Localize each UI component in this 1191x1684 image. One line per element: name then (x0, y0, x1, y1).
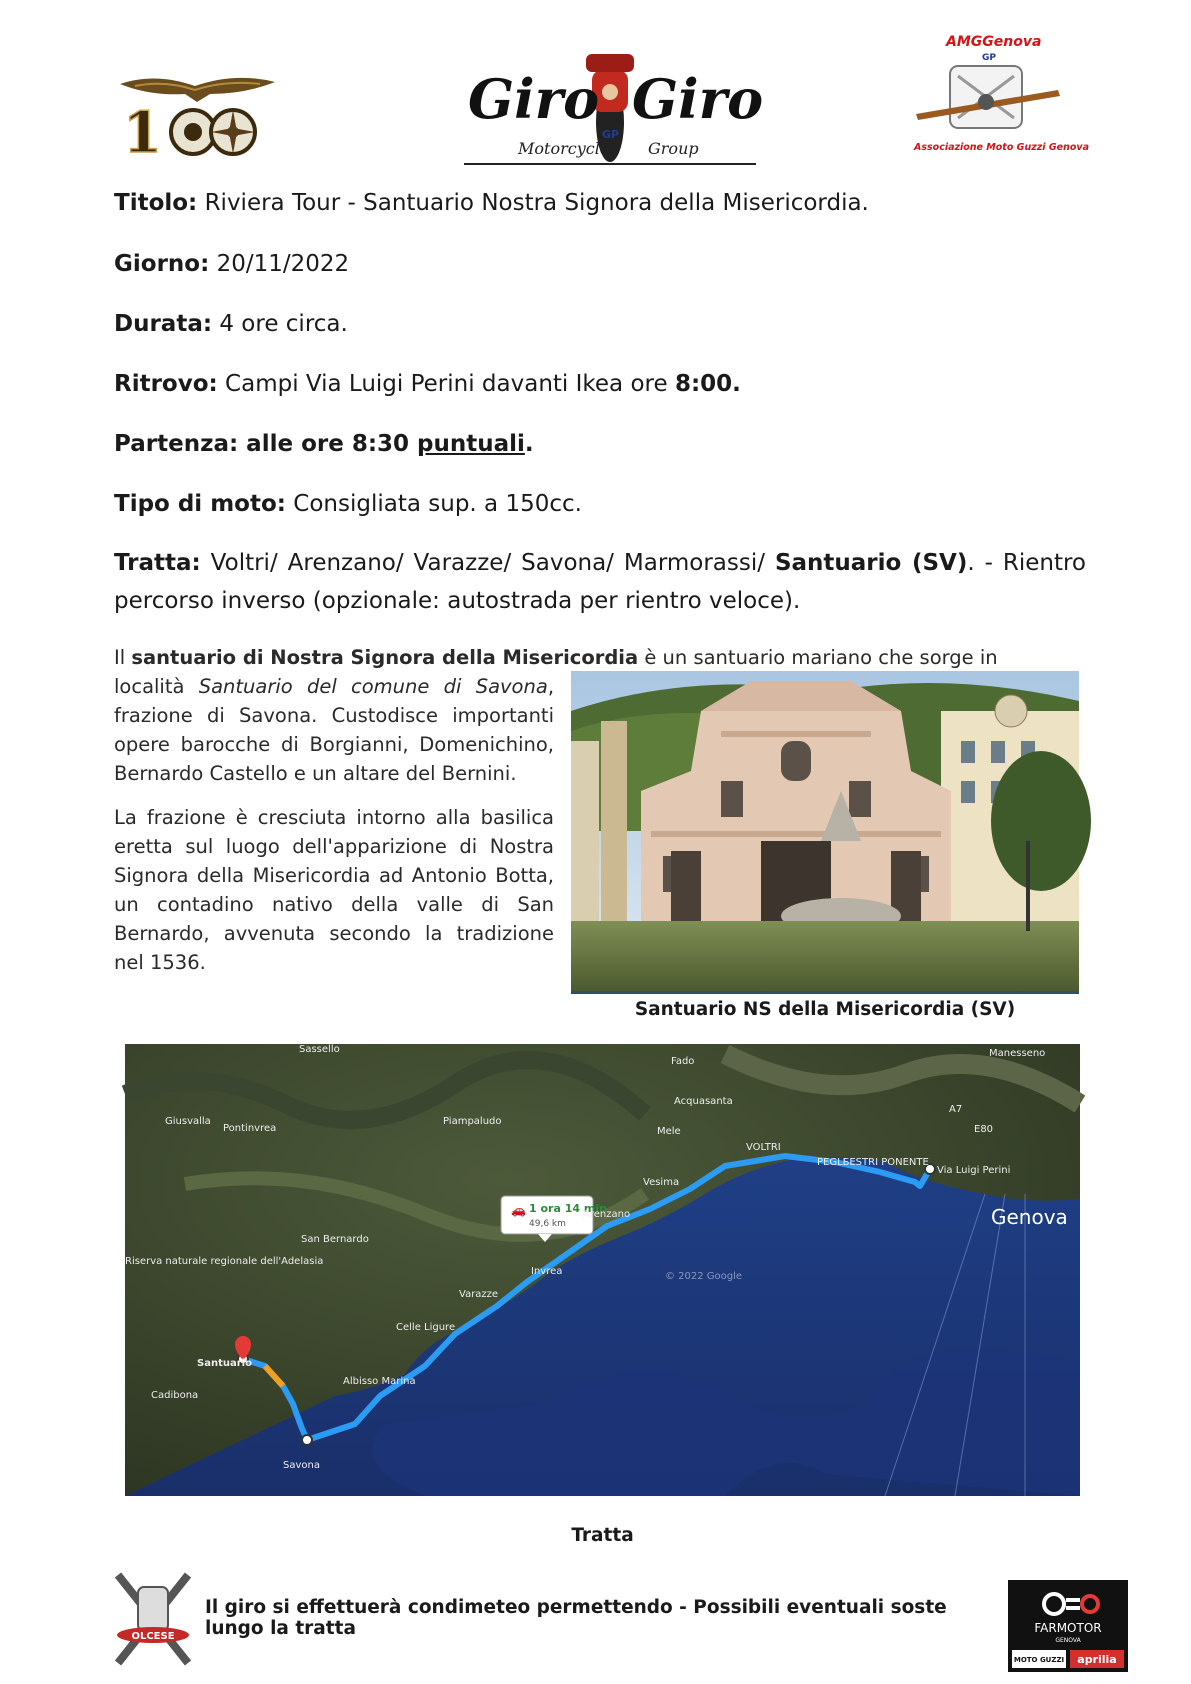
svg-text:Via Luigi Perini: Via Luigi Perini (937, 1165, 1011, 1176)
meeting-label: Ritrovo: (114, 371, 218, 397)
duration-line (114, 309, 1086, 339)
svg-text:1 ora 14 min: 1 ora 14 min (529, 1202, 607, 1215)
date-value: 20/11/2022 (209, 251, 350, 277)
meeting-time: 8:00. (674, 371, 741, 397)
svg-text:GP: GP (602, 128, 620, 141)
svg-text:Giusvalla: Giusvalla (165, 1116, 211, 1127)
title-line (114, 188, 1086, 218)
route-end: . - Rientro percorso inverso (opzionale: autostrada per rientro veloce). (114, 550, 1086, 614)
giro-in-giro-logo (460, 40, 764, 168)
meeting-value: Campi Via Luigi Perini davanti Ikea ore (217, 371, 675, 397)
centenary-eagle-logo (115, 68, 280, 166)
svg-text:© 2022 Google: © 2022 Google (665, 1271, 743, 1282)
svg-text:GENOVA: GENOVA (1055, 1637, 1081, 1644)
description-paragraph-2: La frazione è cresciuta intorno alla basilica eretta sul luogo dell'apparizione di Nostra Signora della Misericordia ad Antonio Botta, un contadino nativo della valle di San Bernardo, avvenuta secondo la tradizione nel 1536. (114, 806, 554, 974)
svg-text:SESTRI PONENTE: SESTRI PONENTE (843, 1157, 929, 1168)
svg-text:49,6 km: 49,6 km (529, 1219, 566, 1229)
departure-label: Partenza: alle ore 8:30 (114, 431, 418, 457)
bike-type-value: Consigliata sup. a 150cc. (285, 491, 582, 517)
svg-text:AMGGenova: AMGGenova (946, 34, 1042, 50)
bike-type-label: Tipo di moto: (114, 491, 286, 517)
bike-type-line (114, 489, 1086, 519)
svg-text:Sassello: Sassello (299, 1044, 340, 1055)
svg-text:GP: GP (982, 53, 996, 63)
svg-text:Mele: Mele (657, 1126, 681, 1137)
svg-text:Savona: Savona (283, 1460, 320, 1471)
svg-text:Cadibona: Cadibona (151, 1390, 199, 1401)
description-first-line: Il santuario di Nostra Signora della Misericordia è un santuario mariano che sorge in (114, 646, 998, 669)
svg-text:MOTO GUZZI: MOTO GUZZI (1013, 1656, 1065, 1664)
route-line (114, 544, 1086, 620)
car-icon: 🚗 (511, 1203, 526, 1217)
olcese-club-logo (108, 1567, 198, 1671)
route-map (125, 1044, 1080, 1496)
svg-text:Albisso Marina: Albisso Marina (343, 1376, 416, 1387)
svg-text:Piampaludo: Piampaludo (443, 1116, 502, 1127)
svg-text:1: 1 (123, 100, 162, 166)
photo-caption: Santuario NS della Misericordia (SV) (634, 999, 1016, 1020)
duration-value: 4 ore circa. (212, 311, 348, 337)
svg-text:OLCESE: OLCESE (131, 1631, 175, 1642)
date-label: Giorno: (114, 251, 210, 277)
svg-text:Associazione Moto Guzzi Genova: Associazione Moto Guzzi Genova (914, 142, 1089, 153)
svg-text:Group: Group (648, 139, 699, 158)
duration-label: Durata: (114, 311, 213, 337)
svg-text:Giro: Giro (632, 67, 764, 131)
sanctuary-photo (571, 671, 1079, 994)
svg-text:Santuario: Santuario (197, 1358, 252, 1369)
svg-text:Genova: Genova (991, 1205, 1068, 1229)
departure-end: . (524, 431, 534, 457)
svg-text:Motorcycle: Motorcycle (518, 139, 610, 158)
svg-text:Vesima: Vesima (643, 1177, 680, 1188)
svg-text:VOLTRI: VOLTRI (746, 1142, 781, 1153)
departure-punctual: puntuali (417, 431, 525, 457)
farmotor-logo (1008, 1580, 1128, 1672)
description-paragraph-1: località Santuario del comune di Savona, frazione di Savona. Custodisce importanti opere barocche di Borgianni, Domenichino, Bernardo Castello e un altare del Bernini. (114, 675, 555, 785)
departure-line (114, 429, 1086, 459)
svg-text:Manesseno: Manesseno (989, 1048, 1046, 1059)
route-value: Voltri/ Arenzano/ Varazze/ Savona/ Marmorassi/ (200, 550, 775, 576)
date-line (114, 249, 1086, 279)
map-caption: Tratta (571, 1525, 634, 1546)
svg-text:Fado: Fado (671, 1056, 695, 1067)
svg-text:Varazze: Varazze (459, 1289, 499, 1300)
svg-text:Celle Ligure: Celle Ligure (396, 1322, 456, 1333)
title-value: Riviera Tour - Santuario Nostra Signora della Misericordia. (197, 190, 869, 216)
svg-text:A7: A7 (949, 1104, 963, 1115)
route-label: Tratta: (114, 550, 201, 576)
svg-text:Acquasanta: Acquasanta (674, 1096, 733, 1107)
sanctuary-name: santuario di Nostra Signora della Misericordia (131, 646, 639, 669)
svg-text:Giro: Giro (468, 67, 600, 131)
route-destination: Santuario (SV) (774, 550, 968, 576)
svg-text:San Bernardo: San Bernardo (301, 1234, 369, 1245)
svg-text:Pontinvrea: Pontinvrea (223, 1123, 277, 1134)
title-label: Titolo: (114, 190, 198, 216)
footer-note: Il giro si effettuerà condimeteo permettendo - Possibili eventuali soste lungo la tratta (205, 1597, 947, 1639)
meeting-line (114, 369, 1086, 399)
amg-genova-logo (908, 32, 1089, 162)
svg-text:aprilia: aprilia (1077, 1653, 1117, 1666)
svg-text:Arenzano: Arenzano (583, 1209, 631, 1220)
svg-text:E80: E80 (974, 1124, 994, 1135)
svg-text:PEGLI: PEGLI (817, 1157, 846, 1168)
svg-text:FARMOTOR: FARMOTOR (1034, 1621, 1102, 1635)
svg-text:Riserva naturale regionale del: Riserva naturale regionale dell'Adelasia (125, 1256, 324, 1267)
svg-text:Invrea: Invrea (531, 1266, 563, 1277)
